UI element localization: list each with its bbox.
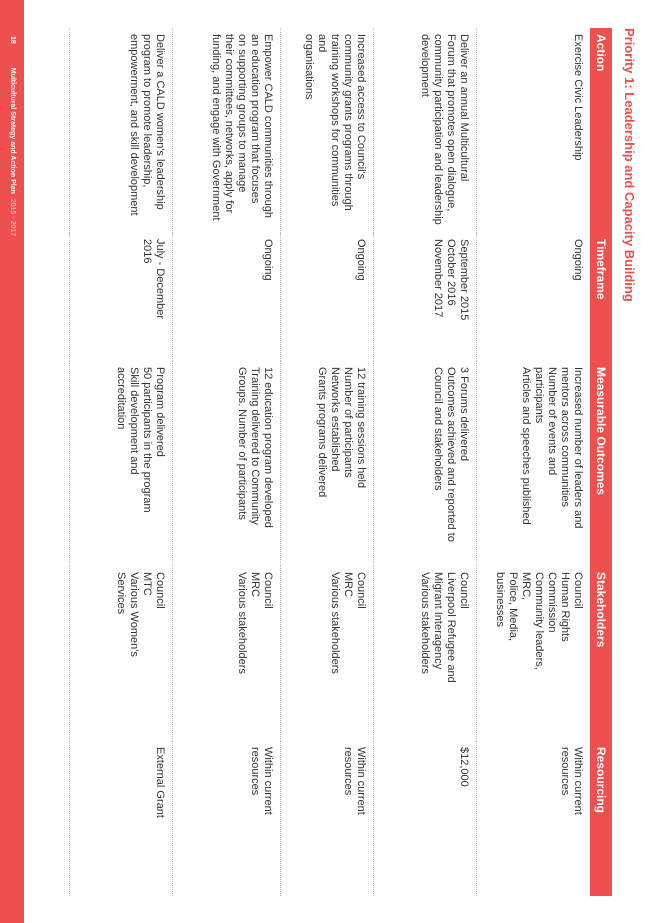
table-row: [281, 28, 374, 896]
stakeholders-cell: Council Liverpool Refugee and Migrant Interagency Various stakeholders: [374, 566, 477, 741]
action-plan-table: [69, 28, 612, 896]
outcomes-cell: Program delivered 50 participants in the program Skill development and accreditation: [70, 361, 173, 566]
table-row: [374, 28, 477, 896]
timeframe-cell: Ongoing: [477, 233, 591, 361]
column-header-outcomes: Measurable Outcomes: [590, 361, 612, 566]
timeframe-cell: September 2015 October 2016 November 2017: [374, 233, 477, 361]
table-row: [173, 28, 281, 896]
outcomes-cell: 3 Forums delivered Outcomes achieved and reported to Council and stakeholders: [374, 361, 477, 566]
table-row: [477, 28, 591, 896]
outcomes-cell: 12 training sessions held Number of participants Networks established Grants programs delivered: [281, 361, 374, 566]
footer-years: 2015 - 2017: [9, 198, 16, 237]
resourcing-cell: Within current resources: [281, 741, 374, 896]
resourcing-cell: $12,000: [374, 741, 477, 896]
rotated-page-content: [36, 28, 640, 896]
resourcing-cell: External Grant: [70, 741, 173, 896]
timeframe-cell: July - December 2016: [70, 233, 173, 361]
page-footer: [3, 0, 21, 923]
stakeholders-cell: Council MRC Various stakeholders: [281, 566, 374, 741]
column-header-action: Action: [590, 28, 612, 233]
stakeholders-cell: Council Human Rights Commission Community leaders, MRC, Police, Media, businesses: [477, 566, 591, 741]
stakeholders-cell: Council MRC Various stakeholders: [173, 566, 281, 741]
table-header-row: [590, 28, 612, 896]
footer-document-title: Multicultural Strategy and Action Plan: [9, 67, 16, 194]
action-cell: Deliver an annual Multicultural Forum that promotes open dialogue, community participation and leadership development: [374, 28, 477, 233]
table-row: [70, 28, 173, 896]
outcomes-cell: Increased number of leaders and mentors across communities Number of events and participants Articles and speeches published: [477, 361, 591, 566]
action-cell: Exercise Civic Leadership: [477, 28, 591, 233]
timeframe-cell: Ongoing: [173, 233, 281, 361]
action-cell: Deliver a CALD women's leadership program to promote leadership, empowerment, and skill development: [70, 28, 173, 233]
section-title: Priority 1: Leadership and Capacity Building: [622, 28, 637, 302]
outcomes-cell: 12 education program developed Training delivered to Community Groups. Number of participants: [173, 361, 281, 566]
page-number: 18: [9, 36, 16, 44]
column-header-stakeholders: Stakeholders: [590, 566, 612, 741]
resourcing-cell: Within current resources: [477, 741, 591, 896]
column-header-timeframe: Timeframe: [590, 233, 612, 361]
resourcing-cell: Within current resources: [173, 741, 281, 896]
action-cell: Increased access to Council's community grants programs through training workshops for communities and organisations: [281, 28, 374, 233]
column-header-resourcing: Resourcing: [590, 741, 612, 896]
action-cell: Empower CALD communities through an education program that focuses on supporting groups to manage their committees, networks, apply for funding, and engage with Government: [173, 28, 281, 233]
timeframe-cell: Ongoing: [281, 233, 374, 361]
stakeholders-cell: Council MTC Various Women's Services: [70, 566, 173, 741]
